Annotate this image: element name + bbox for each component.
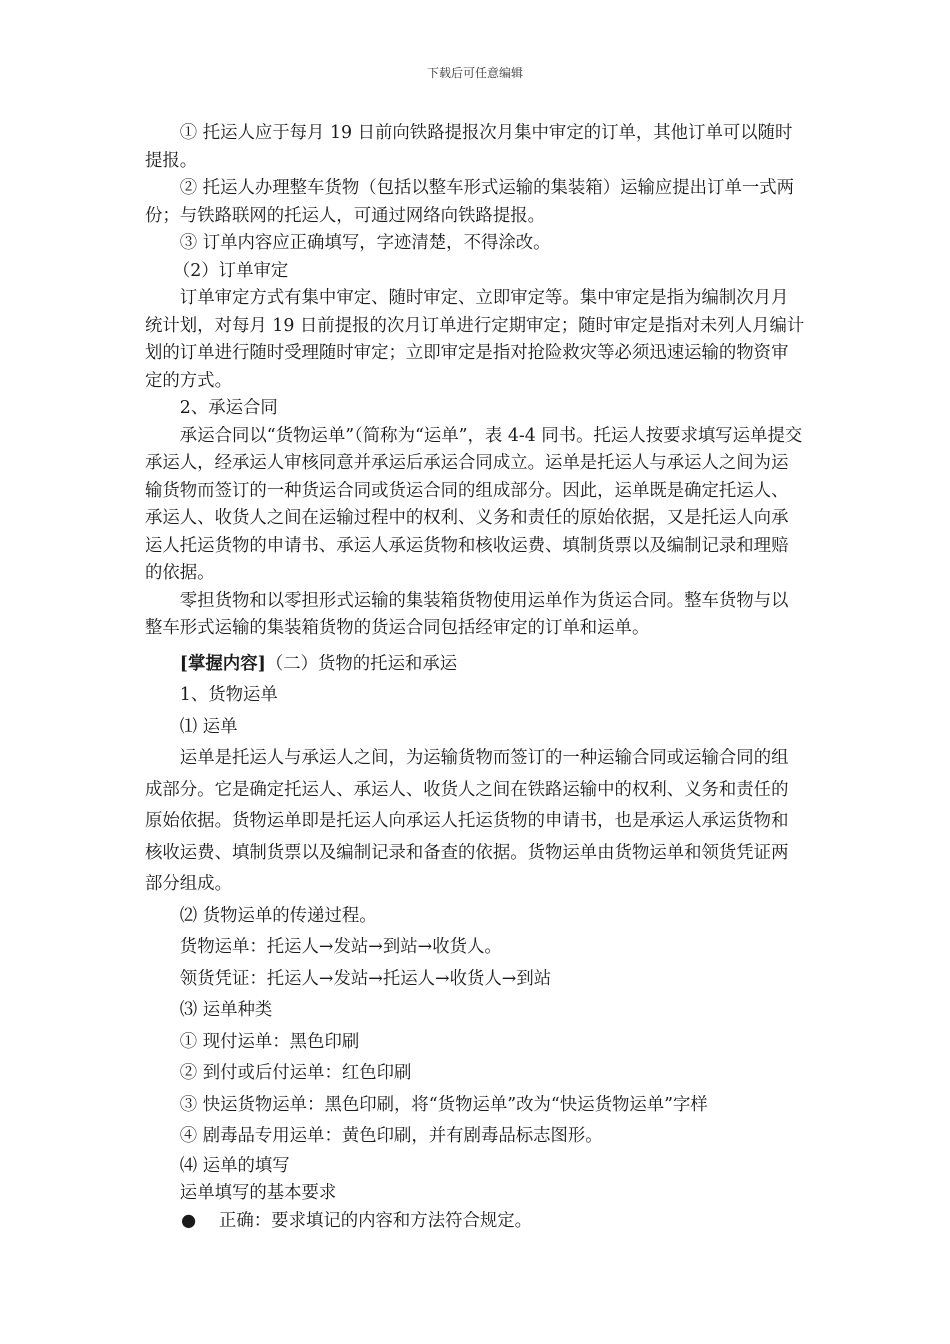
list-item: ③ 快运货物运单：黑色印刷，将“货物运单”改为“快运货物运单”字样	[179, 1094, 708, 1115]
mastery-title: （二）货物的托运和承运	[265, 653, 458, 674]
bullet-icon: ●	[181, 1210, 197, 1231]
paragraph: 运单填写的基本要求	[179, 1183, 337, 1203]
flow-line: 货物运单：托运人→发站→到站→收货人。	[179, 937, 502, 957]
bullet-item	[145, 1208, 805, 1236]
section-heading: 2、承运合同	[179, 398, 278, 418]
bullet-text: 正确：要求填记的内容和方法符合规定。	[219, 1210, 533, 1231]
list-item: ② 到付或后付运单：红色印刷	[179, 1063, 412, 1083]
sub-heading: ⑶ 运单种类	[179, 1000, 273, 1020]
sub-heading: ⑷ 运单的填写	[179, 1155, 290, 1176]
paragraph: ① 托运人应于每月 19 日前向铁路提报次月集中审定的订单，其他订单可以随时提报。	[145, 123, 793, 171]
paragraph: ③ 订单内容应正确填写，字迹清楚，不得涂改。	[179, 233, 551, 253]
paragraph: 运单是托运人与承运人之间，为运输货物而签订的一种运输合同或运输合同的组成部分。它是确定托运人、承运人、收货人之间在铁路运输中的权利、义务和责任的原始依据。货物运单即是托运人向承运人托运货物的申请书，也是承运人承运货物和核收运费、填制货票以及编制记录和备查的依据。货物运单由货物运单和领货凭证两部分组成。	[145, 748, 789, 894]
section-heading: （2）订单审定	[172, 260, 289, 281]
paragraph: 零担货物和以零担形式运输的集装箱货物使用运单作为货运合同。整车货物与以整车形式运输的集装箱货物的货运合同包括经审定的订单和运单。	[145, 590, 789, 638]
page-header: 下载后可任意编辑	[426, 66, 523, 80]
paragraph: ② 托运人办理整车货物（包括以整车形式运输的集装箱）运输应提出订单一式两份；与铁路联网的托运人，可通过网络向铁路提报。	[145, 178, 795, 226]
flow-line: 领货凭证：托运人→发站→托运人→收货人→到站	[179, 968, 552, 989]
document-body	[145, 120, 805, 1235]
section-heading	[145, 649, 805, 681]
sub-heading: ⑵ 货物运单的传递过程。	[179, 905, 377, 926]
paragraph: 订单审定方式有集中审定、随时审定、立即审定等。集中审定是指为编制次月月统计划，对每月 19 日前提报的次月订单进行定期审定；随时审定是指对未列人月编计划的订单进行随时受理随时审定；立即审定是指对抢险救灾等必须迅速运输的物资审定的方式。	[145, 288, 805, 391]
mastery-tag: [掌握内容]	[179, 653, 266, 674]
section-heading: 1、货物运单	[179, 685, 278, 705]
paragraph: 承运合同以“货物运单”（简称为“运单”，表 4-4 同书。托运人按要求填写运单提交承运人，经承运人审核同意并承运后承运合同成立。运单是托运人与承运人之间为运输货物而签订的一种货运合同或货运合同的组成部分。因此，运单既是确定托运人、承运人、收货人之间在运输过程中的权利、义务和责任的原始依据，又是托运人向承运人托运货物的申请书、承运人承运货物和核收运费、填制货票以及编制记录和理赔的依据。	[145, 425, 803, 583]
list-item: ④ 剧毒品专用运单：黄色印刷，并有剧毒品标志图形。	[179, 1126, 603, 1146]
sub-heading: ⑴ 运单	[179, 716, 238, 737]
list-item: ① 现付运单：黑色印刷	[179, 1031, 360, 1052]
